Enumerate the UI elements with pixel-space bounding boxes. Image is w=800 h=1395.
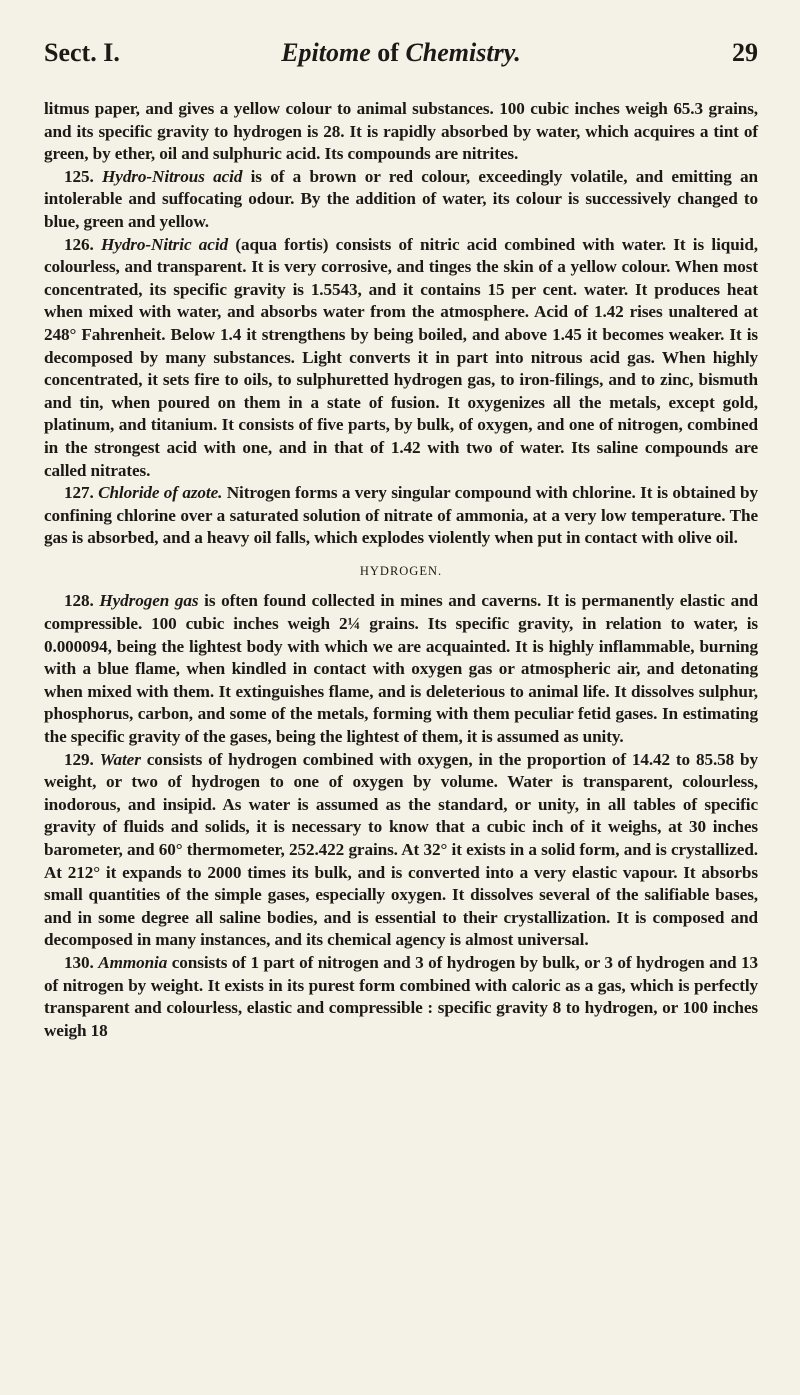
paragraph-number: 130. — [64, 952, 94, 972]
paragraph-term: Ammonia — [98, 952, 168, 972]
paragraph-term: Hydro-Nitric acid — [101, 234, 228, 254]
running-title-part3: Chemistry. — [405, 38, 521, 67]
body-text — [44, 98, 758, 1042]
paragraph-continued: litmus paper, and gives a yellow colour to animal substances. 100 cubic inches weigh 65.3 grains, and its specific gravity to hydrogen is 28. It is rapidly absorbed by water, which acquires a tint of green, by ether, oil and sulphuric acid. Its compounds are nitrites. — [44, 99, 758, 164]
running-title — [44, 38, 758, 68]
running-head — [44, 38, 758, 78]
paragraph-127 — [44, 482, 758, 550]
paragraph-129 — [44, 749, 758, 952]
running-title-part2: of — [370, 38, 406, 67]
running-title-part1: Epitome — [281, 38, 371, 67]
paragraph-term: Chloride of azote. — [98, 483, 223, 503]
paragraph-text: consists of 1 part of nitrogen and 3 of hydrogen by bulk, or 3 of hydrogen and 13 of nitrogen by weight. It exists in its purest form combined with caloric as a gas, which is perfectly transparent and colourless, elastic and compressible : specific gravity 8 to hydrogen, or 100 inches weigh 18 — [44, 952, 758, 1040]
paragraph-text: is often found collected in mines and caverns. It is permanently elastic and compressible. 100 cubic inches weigh 2¼ grains. Its specific gravity, in relation to water, is 0.000094, being the lightest body with which we are acquainted. It is highly inflammable, burning with a blue flame, when kindled in contact with oxygen gas or atmospheric air, and detonating when mixed with them. It extinguishes flame, and is deleterious to animal life. It dissolves sulphur, phosphorus, carbon, and some of the metals, forming with them peculiar fetid gases. In estimating the specific gravity of the gases, being the lightest of them, it is assumed as unity. — [44, 591, 758, 747]
paragraph-125 — [44, 166, 758, 234]
paragraph-text: Nitrogen forms a very singular compound with chlorine. It is obtained by confining chlorine over a saturated solution of nitrate of ammonia, at a very low temperature. The gas is absorbed, and a heavy oil falls, which explodes violently when put in contact with olive oil. — [44, 483, 758, 548]
paragraph-term: Water — [99, 749, 141, 769]
paragraph-number: 129. — [64, 749, 94, 769]
paragraph-number: 126. — [64, 234, 94, 254]
paragraph-term: Hydro-Nitrous acid — [102, 166, 243, 186]
paragraph-text: is of a brown or red colour, exceedingly volatile, and emitting an intolerable and suffocating odour. By the addition of water, its colour is successively changed to blue, green and yellow. — [44, 166, 758, 231]
paragraph-text: consists of hydrogen combined with oxygen, in the proportion of 14.42 to 85.58 by weight, or two of hydrogen to one of oxygen by volume. Water is transparent, colourless, inodorous, and insipid. As water is assumed as the standard, or unity, in all tables of specific gravity of fluids and solids, it is necessary to know that a cubic inch of it weighs, at 30 inches barometer, and 60° thermometer, 252.422 grains. At 32° it exists in a solid form, and is crystallized. At 212° it expands to 2000 times its bulk, and is converted into a very elastic vapour. It absorbs small quantities of the simple gases, especially oxygen. It dissolves several of the salifiable bases, and in some degree all saline bodies, and is essential to their crystallization. It is composed and decomposed in many instances, and its chemical agency is almost universal. — [44, 749, 758, 950]
paragraph-130 — [44, 952, 758, 1042]
page-number: 29 — [732, 38, 758, 67]
paragraph-number: 127. — [64, 483, 94, 503]
section-label: Sect. I. — [44, 38, 120, 67]
section-heading: HYDROGEN. — [359, 563, 443, 578]
paragraph-number: 128. — [64, 591, 94, 611]
paragraph-128 — [44, 590, 758, 748]
paragraph-text: (aqua fortis) consists of nitric acid combined with water. It is liquid, colourless, and transparent. It is very corrosive, and tinges the skin of a yellow colour. When most concentrated, its specific gravity is 1.5543, and it contains 15 per cent. water. It produces heat when mixed with water, and absorbs water from the atmosphere. Acid of 1.42 rises unaltered at 248° Fahrenheit. Below 1.4 it strengthens by being boiled, and above 1.45 it becomes weaker. It is decomposed by many substances. Light converts it in part into nitrous acid gas. When highly concentrated, it sets fire to oils, to sulphuretted hydrogen gas, to iron-filings, and to zinc, bismuth and tin, when poured on them in a state of fusion. It oxygenizes all the metals, except gold, platinum, and titanium. It consists of five parts, by bulk, of oxygen, and one of nitrogen, combined in the strongest acid with one, and in that of 1.42 with two of water. Its saline compounds are called nitrates. — [44, 234, 758, 480]
paragraph-126 — [44, 234, 758, 483]
paragraph-number: 125. — [64, 166, 94, 186]
paragraph-term: Hydrogen gas — [99, 591, 199, 611]
